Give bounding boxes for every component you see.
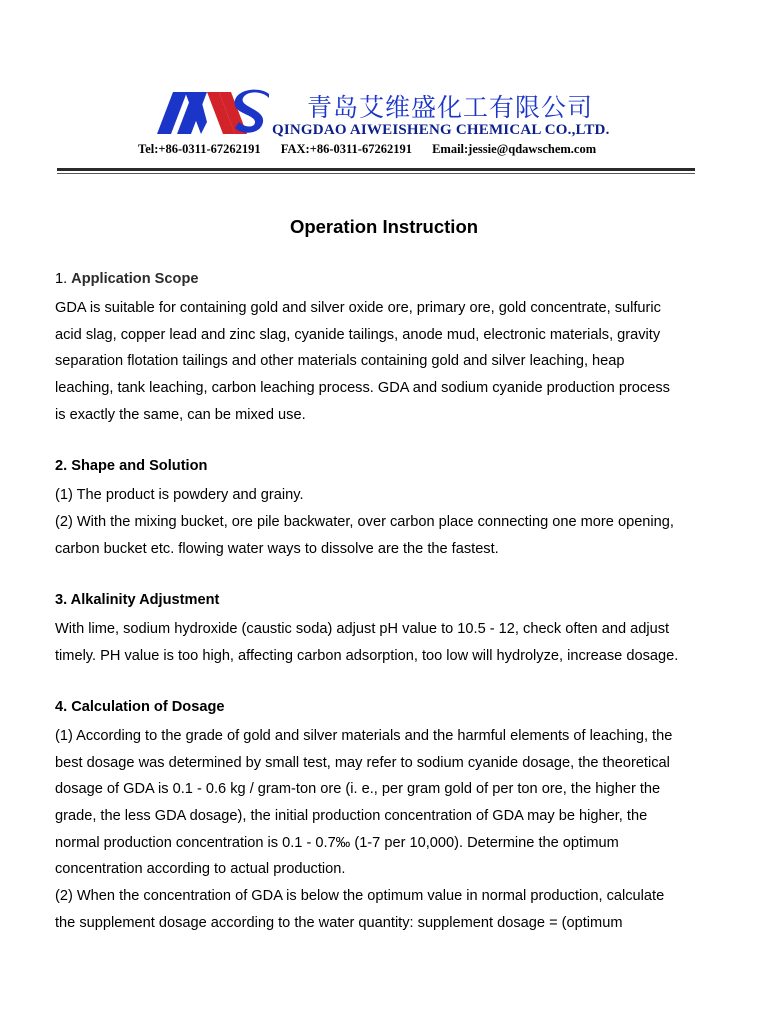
header-divider-thick xyxy=(57,168,695,171)
company-name-chinese: 青岛艾维盛化工有限公司 xyxy=(307,93,594,122)
section-heading-dosage: 4. Calculation of Dosage xyxy=(55,698,225,715)
section-number: 1. xyxy=(55,271,68,287)
text-line: is exactly the same, can be mixed use. xyxy=(55,406,306,423)
email: Email:jessie@qdawschem.com xyxy=(432,142,597,156)
text-line: (1) According to the grade of gold and silver materials and the harmful elements of leaching, the xyxy=(55,727,673,744)
text-line: the supplement dosage according to the water quantity: supplement dosage = (optimum xyxy=(55,914,623,931)
section-heading-application-scope xyxy=(55,268,720,295)
telephone: Tel:+86-0311-67262191 xyxy=(138,142,261,156)
section-heading-alkalinity: 3. Alkalinity Adjustment xyxy=(55,591,220,608)
company-logo xyxy=(155,88,271,138)
section-heading-shape-solution: 2. Shape and Solution xyxy=(55,458,208,475)
text-line: acid slag, copper lead and zinc slag, cyanide tailings, anode mud, electronic materials, gravity xyxy=(55,326,661,343)
text-line: timely. PH value is too high, affecting carbon adsorption, too low will hydrolyze, increase dosage. xyxy=(55,647,679,664)
letterhead xyxy=(0,0,768,180)
fax: FAX:+86-0311-67262191 xyxy=(280,142,412,156)
text-line: best dosage was determined by small test, may refer to sodium cyanide dosage, the theoretical xyxy=(55,754,670,771)
text-line: concentration according to actual production. xyxy=(55,861,346,878)
text-line: (2) When the concentration of GDA is below the optimum value in normal production, calculate xyxy=(55,888,665,905)
text-line: With lime, sodium hydroxide (caustic soda) adjust pH value to 10.5 - 12, check often and adjust xyxy=(55,620,670,637)
section-paragraph xyxy=(55,616,720,669)
company-name-english: QINGDAO AIWEISHENG CHEMICAL CO.,LTD. xyxy=(272,122,610,138)
section-paragraph xyxy=(55,482,720,562)
text-line: carbon bucket etc. flowing water ways to dissolve are the the fastest. xyxy=(55,540,499,557)
header-divider-thin xyxy=(57,173,695,174)
document-title: Operation Instruction xyxy=(289,216,479,237)
text-line: (2) With the mixing bucket, ore pile backwater, over carbon place connecting one more opening, xyxy=(55,513,674,530)
text-line: GDA is suitable for containing gold and silver oxide ore, primary ore, gold concentrate, sulfuric xyxy=(55,300,661,316)
section-paragraph xyxy=(55,295,720,428)
text-line: normal production concentration is 0.1 - 0.7‰ (1-7 per 10,000). Determine the optimum xyxy=(55,834,619,851)
text-line: separation flotation tailings and other materials containing gold and silver leaching, heap xyxy=(55,353,625,370)
document-body xyxy=(55,268,720,936)
text-line: grade, the less GDA dosage), the initial production concentration of GDA may be higher, the xyxy=(55,808,648,824)
section-paragraph xyxy=(55,723,720,937)
text-line: dosage of GDA is 0.1 - 0.6 kg / gram-ton ore (i. e., per gram gold of per ton ore, the higher the xyxy=(55,781,661,798)
contact-line xyxy=(138,142,596,157)
text-line: leaching, tank leaching, carbon leaching process. GDA and sodium cyanide production process xyxy=(55,380,670,397)
section-title: Application Scope xyxy=(71,271,199,287)
text-line: (1) The product is powdery and grainy. xyxy=(55,487,304,504)
